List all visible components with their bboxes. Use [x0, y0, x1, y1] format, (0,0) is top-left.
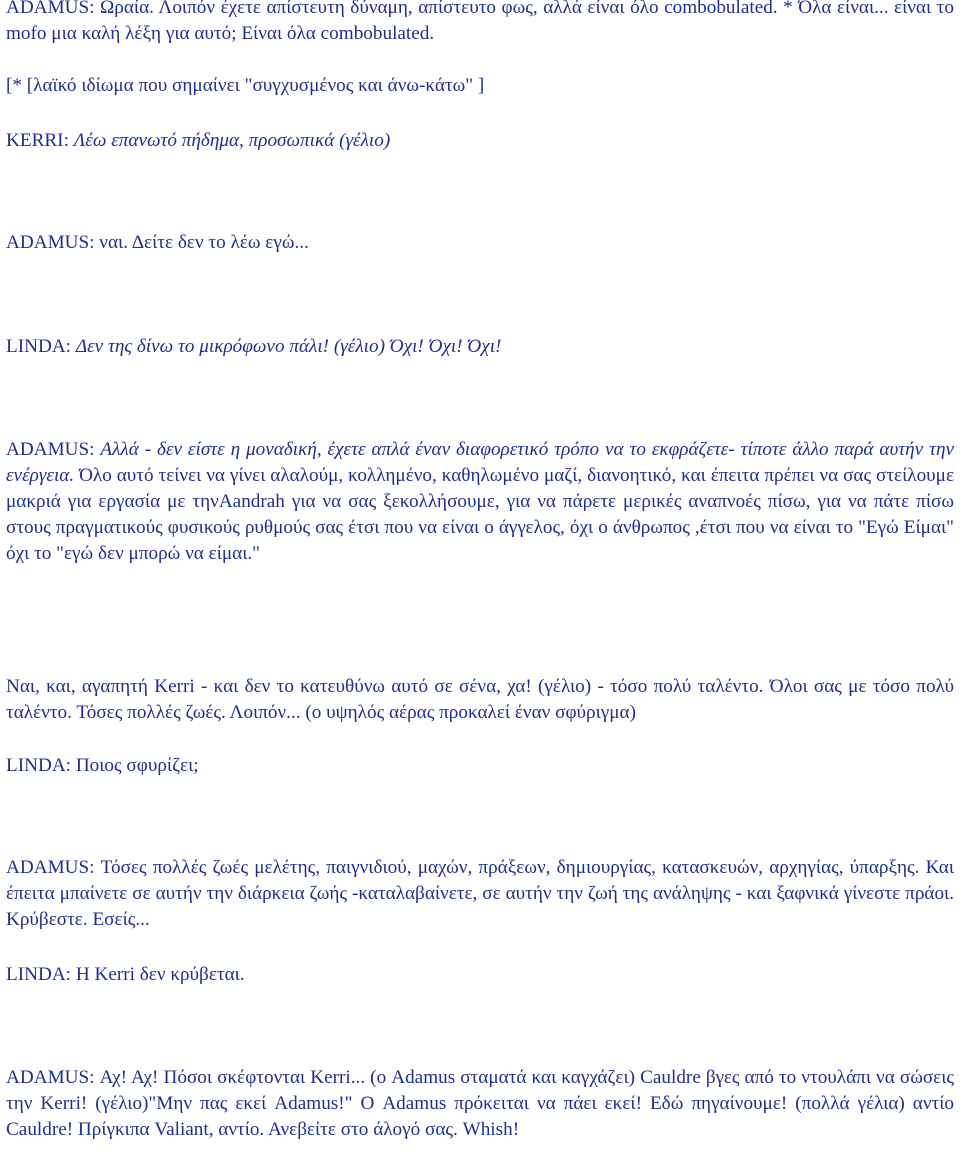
speaker-label: ADAMUS: — [6, 439, 101, 460]
paragraph-text: Η Kerri δεν κρύβεται. — [75, 964, 245, 985]
paragraph-text: Ναι, και, αγαπητή Kerri - και δεν το κατευθύνω αυτό σε σένα, χα! (γέλιο) - τόσο πολύ ταλέντο. Όλοι σας με τόσο πολύ ταλέντο. Τόσες πολλές ζωές. Λοιπόν... (ο υψηλός αέρας προκαλεί έναν σφύριγμα) — [6, 676, 954, 723]
paragraph-adamus-cauldre — [6, 1065, 954, 1143]
speaker-label: ADAMUS: — [6, 857, 101, 878]
paragraph-talent — [6, 674, 954, 726]
document-page — [6, 0, 954, 1169]
paragraph-text: Τόσες πολλές ζωές μελέτης, παιγνιδιού, μαχών, πράξεων, δημιουργίας, κατασκευών, αρχηγίας, ύπαρξης. Και έπειτα μπαίνετε σε αυτήν την διάρκεια ζωής -καταλαβαίνετε, σε αυτήν την ζωή της ανάληψης - και ξαφνικά γίνεστε πράοι. Κρύβεστε. Εσείς... — [6, 857, 954, 930]
paragraph-linda-microphone — [6, 334, 954, 360]
paragraph-text: Ωραία. Λοιπόν έχετε απίστευτη δύναμη, απίστευτο φως, αλλά είναι όλο combobulated. * Όλα είναι... είναι το mofo μια καλή λέξη για αυτό; Είναι όλα combobulated. — [6, 0, 954, 44]
paragraph-adamus-lives — [6, 855, 954, 933]
paragraph-adamus-yes — [6, 230, 954, 256]
footnote-text: [* [λαϊκό ιδίωμα που σημαίνει "συγχυσμένος και άνω-κάτω" ] — [6, 75, 485, 96]
speaker-label: ADAMUS: — [6, 1067, 100, 1088]
speaker-label: LINDA: — [6, 336, 76, 357]
paragraph-linda-whistle — [6, 753, 954, 779]
speaker-label: LINDA: — [6, 964, 76, 985]
paragraph-text: Δεν της δίνω το μικρόφωνο πάλι! (γέλιο) Όχι! Όχι! Όχι! — [75, 336, 502, 357]
speaker-label: ADAMUS: — [6, 0, 101, 18]
paragraph-text: ναι. Δείτε δεν το λέω εγώ... — [99, 232, 309, 253]
speaker-label: KERRI: — [6, 130, 74, 151]
paragraph-adamus-energy — [6, 437, 954, 567]
paragraph-text: Ποιος σφυρίζει; — [75, 755, 199, 776]
paragraph-text: Όλο αυτό τείνει να γίνει αλαλούμ, κολλημένο, καθηλωμένο μαζί, διανοητικό, και έπειτα πρέπει να σας στείλουμε μακριά για εργασία με τηνAandrah για να σας ξεκολλήσουμε, για να πάρετε μερικές αναπνοές πίσω, για να πάτε πίσω στους πραγματικούς φυσικούς ρυθμούς σας έτσι που να είναι ο άγγελος, όχι ο άνθρωπος ,έτσι που να είναι το "Εγώ Είμαι" όχι το "εγώ δεν μπορώ να είμαι." — [6, 465, 955, 564]
paragraph-text: Αχ! Αχ! Πόσοι σκέφτονται Kerri... (ο Adamus σταματά και καγχάζει) Cauldre βγες από το ντουλάπι να σώσεις την Kerri! (γέλιο)"Μην πας εκεί Adamus!" Ο Adamus πρόκειται να πάει εκεί! Εδώ πηγαίνουμε! (πολλά γέλια) αντίο Cauldre! Πρίγκιπα Valiant, αντίο. Ανεβείτε στο άλογό σας. Whish! — [6, 1067, 954, 1140]
speaker-label: LINDA: — [6, 755, 76, 776]
paragraph-footnote — [6, 73, 954, 99]
paragraph-text: Λέω επανωτό πήδημα, προσωπικά (γέλιο) — [73, 130, 391, 151]
paragraph-text-italic: Αλλά - δεν είστε η μοναδική, έχετε απλά έναν διαφορετικό τρόπο να το εκφράζετε- τίποτε άλλο παρά αυτήν την ενέργεια. — [6, 439, 954, 486]
paragraph-kerri-jump — [6, 128, 954, 154]
paragraph-adamus-combobulated — [6, 0, 954, 47]
paragraph-linda-kerri — [6, 962, 954, 988]
speaker-label: ADAMUS: — [6, 232, 100, 253]
